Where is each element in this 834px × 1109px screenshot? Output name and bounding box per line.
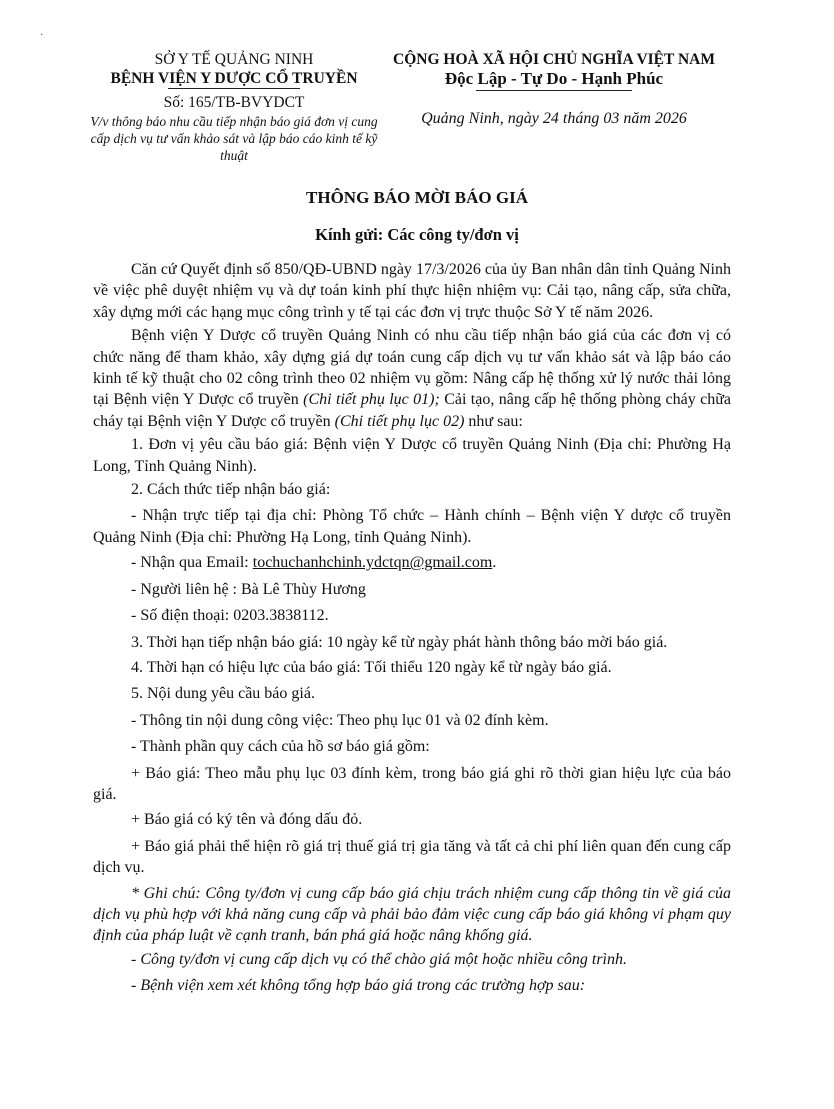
item-2-phone: - Số điện thoại: 0203.3838112. bbox=[131, 607, 329, 625]
paragraph-request bbox=[93, 325, 731, 432]
paragraph-request-part1: Bệnh viện Y Dược cổ truyền Quảng Ninh có nhu cầu tiếp nhận báo giá của các đơn vị có chức năng để tham khảo, xây dựng giá dự toán cung cấp dịch vụ tư vấn khảo sát và lập báo cáo kinh tế kỹ thuật cho 02 công trình theo 02 nhiệm vụ gồm: Nâng cấp hệ thống xử lý nước thải lỏng tại Bệnh viện Y Dược cổ truyền bbox=[93, 327, 731, 409]
note-responsibility: * Ghi chú: Công ty/đơn vị cung cấp báo giá chịu trách nhiệm cung cấp thông tin về giá của dịch vụ phù hợp với khả năng cung cấp và phải bảo đảm việc cung cấp báo giá không vi phạm quy định của pháp luật về cạnh tranh, bán phá giá hoặc nâng khống giá. bbox=[93, 884, 731, 945]
scan-mark: · bbox=[40, 30, 44, 41]
item-5-info: - Thông tin nội dung công việc: Theo phụ lục 01 và 02 đính kèm. bbox=[131, 711, 549, 729]
item-2-email-line bbox=[93, 552, 731, 573]
appendix-ref-02: (Chi tiết phụ lục 02) bbox=[334, 412, 465, 430]
paragraph-request-part2: Cải tạo, nâng cấp hệ thống phòng cháy chữa cháy tại Bệnh viện Y Dược cổ truyền bbox=[93, 391, 731, 430]
header-left-rule bbox=[168, 88, 300, 89]
item-5-components: - Thành phần quy cách của hồ sơ báo giá gồm: bbox=[131, 738, 430, 756]
paragraph-request-part3: như sau: bbox=[464, 412, 523, 430]
item-2: 2. Cách thức tiếp nhận báo giá: bbox=[131, 481, 331, 499]
appendix-ref-01: (Chi tiết phụ lục 01); bbox=[303, 391, 440, 409]
header-right-rule bbox=[476, 90, 632, 91]
item-5-vat: + Báo giá phải thể hiện rõ giá trị thuế giá trị gia tăng và tất cả chi phí liên quan đến cung cấp dịch vụ. bbox=[93, 837, 731, 877]
note-multiple-works: - Công ty/đơn vị cung cấp dịch vụ có thể chào giá một hoặc nhiều công trình. bbox=[131, 950, 627, 968]
item-2-email-label: - Nhận qua Email: bbox=[131, 554, 253, 572]
item-3: 3. Thời hạn tiếp nhận báo giá: 10 ngày kể từ ngày phát hành thông báo mời báo giá. bbox=[131, 633, 668, 651]
document-body bbox=[93, 259, 731, 1002]
item-1: 1. Đơn vị yêu cầu báo giá: Bệnh viện Y Dược cổ truyền Quảng Ninh (Địa chỉ: Phường Hạ Long, Tỉnh Quảng Ninh). bbox=[93, 436, 731, 475]
national-title: CỘNG HOÀ XÃ HỘI CHỦ NGHĨA VIỆT NAM bbox=[393, 51, 715, 68]
ministry-name: SỞ Y TẾ QUẢNG NINH bbox=[154, 51, 314, 68]
document-number: Số: 165/TB-BVYDCT bbox=[163, 94, 305, 111]
header-left bbox=[84, 50, 384, 164]
item-2-email-end: . bbox=[492, 554, 497, 572]
document-title: THÔNG BÁO MỜI BÁO GIÁ bbox=[306, 188, 528, 207]
item-5-quote: + Báo giá: Theo mẫu phụ lục 03 đính kèm, trong báo giá ghi rõ thời gian hiệu lực của báo giá. bbox=[93, 764, 731, 803]
item-5-signed: + Báo giá có ký tên và đóng dấu đỏ. bbox=[131, 811, 363, 829]
item-4: 4. Thời hạn có hiệu lực của báo giá: Tối thiểu 120 ngày kể từ ngày báo giá. bbox=[131, 658, 612, 676]
greeting: Kính gửi: Các công ty/đơn vị bbox=[315, 225, 519, 244]
email-link[interactable]: tochuchanhchinh.ydctqn@gmail.com bbox=[252, 554, 493, 572]
item-2-contact: - Người liên hệ : Bà Lê Thùy Hương bbox=[131, 580, 366, 598]
document-subject: V/v thông báo nhu cầu tiếp nhận báo giá đơn vị cung cấp dịch vụ tư vấn khảo sát và lập báo cáo kinh tế kỹ thuật bbox=[90, 114, 378, 163]
note-exclusions: - Bệnh viện xem xét không tổng hợp báo giá trong các trường hợp sau: bbox=[131, 977, 586, 995]
place-date: Quảng Ninh, ngày 24 tháng 03 năm 2026 bbox=[421, 110, 687, 127]
national-motto: Độc Lập - Tự Do - Hạnh Phúc bbox=[444, 69, 664, 88]
paragraph-legal-basis: Căn cứ Quyết định số 850/QĐ-UBND ngày 17/3/2026 của ủy Ban nhân dân tỉnh Quảng Ninh về việc phê duyệt nhiệm vụ và dự toán kinh phí thực hiện nhiệm vụ: Cải tạo, nâng cấp, sửa chữa, xây dựng mới các hạng mục công trình y tế tại các đơn vị trực thuộc Sở Y tế năm 2026. bbox=[93, 261, 731, 321]
item-5: 5. Nội dung yêu cầu báo giá. bbox=[131, 685, 315, 703]
header-right bbox=[376, 50, 732, 91]
hospital-name: BỆNH VIỆN Y DƯỢC CỔ TRUYỀN bbox=[110, 70, 358, 87]
item-2-direct: - Nhận trực tiếp tại địa chỉ: Phòng Tổ chức – Hành chính – Bệnh viện Y dược cổ truyền Quảng Ninh (Địa chỉ: Phường Hạ Long, tỉnh Quảng Ninh). bbox=[93, 507, 731, 546]
